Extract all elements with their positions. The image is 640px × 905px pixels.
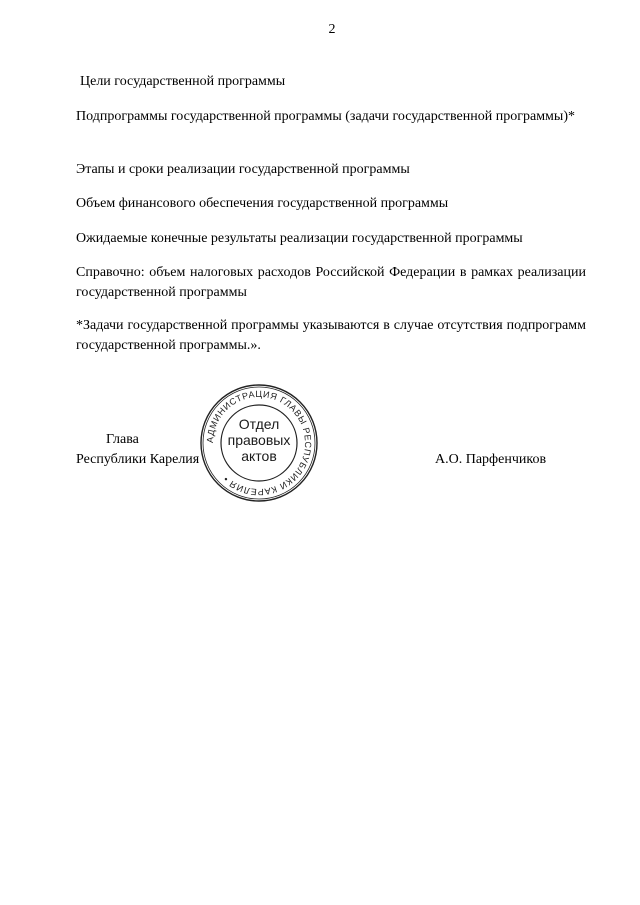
signature-title xyxy=(76,430,199,470)
signatory-name: А.О. Парфенчиков xyxy=(435,452,547,467)
official-stamp xyxy=(198,382,320,504)
stamp-line2: правовых xyxy=(227,432,291,448)
paragraph-stages: Этапы и сроки реализации государственной программы xyxy=(76,162,410,177)
paragraph-funding: Объем финансового обеспечения государственной программы xyxy=(76,196,449,211)
paragraph-tax-reference: Справочно: объем налоговых расходов Российской Федерации в рамках реализации государственной программы xyxy=(76,265,586,300)
paragraph-footnote: *Задачи государственной программы указываются в случае отсутствия подпрограмм государственной программы.». xyxy=(76,318,586,353)
paragraph-results: Ожидаемые конечные результаты реализации государственной программы xyxy=(76,231,523,246)
signature-title-line2: Республики Карелия xyxy=(76,452,200,467)
stamp-line3: актов xyxy=(241,448,277,464)
stamp-line1: Отдел xyxy=(238,416,280,432)
paragraph-goals: Цели государственной программы xyxy=(80,74,286,89)
paragraph-subprograms: Подпрограммы государственной программы (задачи государственной программы)* xyxy=(76,109,575,124)
page-number: 2 xyxy=(328,22,336,37)
stamp-ring-text: АДМИНИСТРАЦИЯ ГЛАВЫ РЕСПУБЛИКИ КАРЕЛИЯ • xyxy=(204,388,314,498)
signature-title-line1: Глава xyxy=(106,432,139,447)
